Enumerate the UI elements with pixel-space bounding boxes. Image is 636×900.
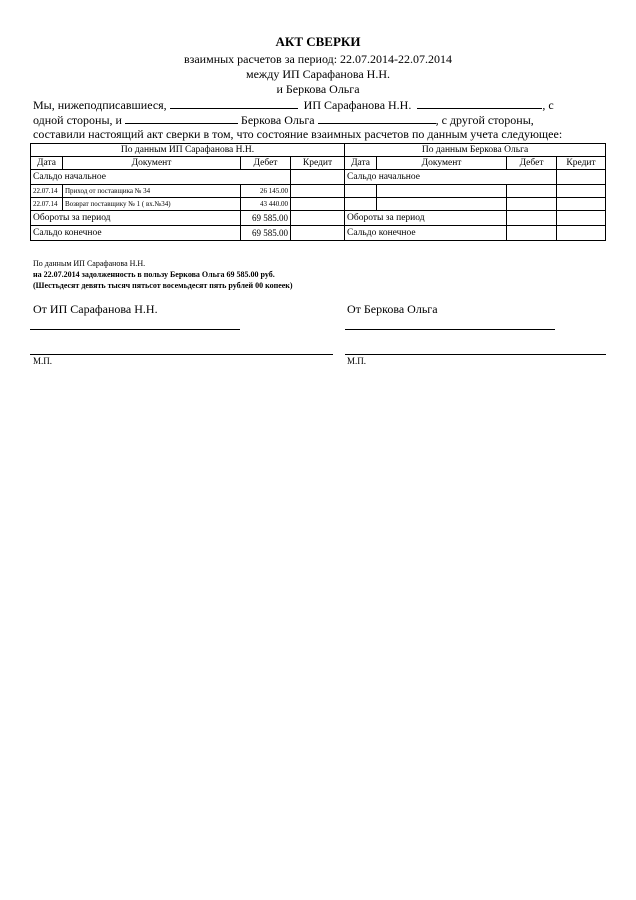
opening-balance-label: Сальдо начальное [31,170,291,185]
table-cell [557,170,606,185]
table-cell [291,226,345,241]
row-credit [291,185,345,198]
table-cell [377,198,507,211]
stamp-label: М.П. [33,356,53,366]
stamp-line [345,354,606,355]
signature-line [30,329,240,330]
reconciliation-table [30,143,606,241]
party-one-name: ИП Сарафанова Н.Н. [303,98,412,112]
column-header-debit: Дебет [507,157,557,170]
column-header-date: Дата [31,157,63,170]
intro-text: Мы, нижеподписавшиеся, [33,98,167,112]
row-document: Возврат поставщику № 1 ( вх.№34) [63,198,241,211]
page-title: АКТ СВЕРКИ [275,34,361,49]
intro-line-2 [33,112,608,128]
row-debit: 26 145.00 [241,185,291,198]
closing-balance-label: Сальдо конечное [345,226,507,241]
note-source: По данным ИП Сарафанова Н.Н. [33,259,146,268]
signature-right-label: От Беркова Ольга [347,302,438,316]
right-side-header: По данным Беркова Ольга [345,144,606,157]
signatory-blank [417,97,542,109]
table-row [31,198,606,211]
closing-debit: 69 585.00 [241,226,291,241]
table-cell [507,211,557,226]
table-cell [507,198,557,211]
note-debt: на 22.07.2014 задолженность в пользу Беркова Ольга 69 585.00 руб. [33,270,275,279]
table-cell [507,226,557,241]
turnover-label: Обороты за период [345,211,507,226]
table-cell [557,211,606,226]
column-header-debit: Дебет [241,157,291,170]
party-two-name: Беркова Ольга [240,113,315,127]
note-amount-words: (Шестьдесят девять тысяч пятьсот восемьдесят пять рублей 00 копеек) [33,281,293,290]
row-debit: 43 440.00 [241,198,291,211]
table-cell [377,185,507,198]
intro-text: одной стороны, и [33,113,122,127]
party-two-line: и Беркова Ольга [276,82,360,96]
table-row [31,185,606,198]
signatory-blank [318,112,436,124]
opening-balance-label: Сальдо начальное [345,170,557,185]
table-cell [557,226,606,241]
left-side-header: По данным ИП Сарафанова Н.Н. [31,144,345,157]
row-date: 22.07.14 [31,185,63,198]
intro-line-1 [33,97,608,113]
intro-line-3: составили настоящий акт сверки в том, что состояние взаимных расчетов по данным учета следующее: [33,127,563,141]
turnover-label: Обороты за период [31,211,241,226]
column-header-document: Документ [377,157,507,170]
turnover-debit: 69 585.00 [241,211,291,226]
stamp-line [30,354,333,355]
table-cell [345,185,377,198]
signature-line [345,329,555,330]
table-cell [345,198,377,211]
table-cell [557,198,606,211]
column-header-date: Дата [345,157,377,170]
stamp-label: М.П. [347,356,367,366]
table-cell [557,185,606,198]
row-date: 22.07.14 [31,198,63,211]
column-header-document: Документ [63,157,241,170]
row-credit [291,198,345,211]
column-header-credit: Кредит [557,157,606,170]
intro-text: , с другой стороны, [435,113,534,127]
signature-left-label: От ИП Сарафанова Н.Н. [33,302,158,316]
table-cell [291,170,345,185]
column-header-credit: Кредит [291,157,345,170]
signatory-blank [125,112,238,124]
intro-text: , с [542,98,554,112]
period-line: взаимных расчетов за период: 22.07.2014-22.07.2014 [183,52,453,66]
table-cell [507,185,557,198]
table-cell [291,211,345,226]
signatory-blank [170,97,298,109]
row-document: Приход от поставщика № 34 [63,185,241,198]
party-one-line: между ИП Сарафанова Н.Н. [246,67,390,81]
closing-balance-label: Сальдо конечное [31,226,241,241]
